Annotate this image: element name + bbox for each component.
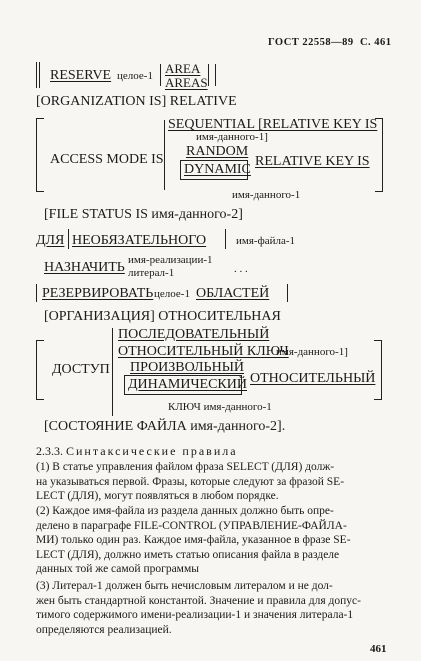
dynamic-option: DYNAMIC xyxy=(184,162,251,177)
text-line: LECT (ДЛЯ), должно иметь статью описания файла в разделе xyxy=(36,548,340,561)
text-line: (1) В статье управления файлом фраза SELECT (ДЛЯ) долж- xyxy=(36,461,335,473)
rule-paragraph-3 xyxy=(36,579,384,637)
text-line: жен быть стандартной константой. Значение и правила для допус- xyxy=(36,594,361,607)
access-ru-keyword: ДОСТУП xyxy=(52,362,110,377)
access-mode-keyword: ACCESS MODE IS xyxy=(50,152,164,167)
random-option: RANDOM xyxy=(186,144,249,159)
random-ru-option: ПРОИЗВОЛЬНЫЙ xyxy=(130,360,245,375)
key-ru-clause: КЛЮЧ имя-данного-1 xyxy=(168,401,272,413)
file-status-clause: [FILE STATUS IS имя-данного-2] xyxy=(44,207,243,222)
data-name-1: имя-данного-1] xyxy=(196,131,268,143)
reserve-integer-ru: целое-1 xyxy=(154,288,190,300)
sequential-option: SEQUENTIAL [RELATIVE KEY IS xyxy=(168,117,378,132)
page-number: 461 xyxy=(370,643,387,655)
areas-keyword: AREAS xyxy=(165,75,208,90)
relative-ru-keyword: ОТНОСИТЕЛЬНЫЙ xyxy=(250,371,376,386)
bracket-right xyxy=(208,64,216,86)
optional-brackets xyxy=(68,229,226,249)
data-name-1-ru: имя-данного-1] xyxy=(276,346,348,358)
text-line: LECT (ДЛЯ), могут появляться в любом порядке. xyxy=(36,490,279,502)
access-bracket-right xyxy=(375,118,383,192)
text-line: (2) Каждое имя-файла из раздела данных должно быть опре- xyxy=(36,505,334,517)
reserve-keyword: RESERVE xyxy=(50,68,112,83)
dlya-keyword: ДЛЯ xyxy=(36,233,65,248)
relative-key-is: RELATIVE KEY IS xyxy=(255,154,370,169)
bracket-left xyxy=(36,62,40,88)
text-line: определяются реализацией. xyxy=(36,623,172,636)
section-title: Синтаксические правила xyxy=(66,444,238,458)
section-heading xyxy=(36,445,238,457)
header-page-label: С. 461 xyxy=(359,37,392,48)
rule-paragraph-1 xyxy=(36,460,384,504)
data-name-1: имя-данного-1 xyxy=(232,189,301,201)
sequential-ru-option: ПОСЛЕДОВАТЕЛЬНЫЙ xyxy=(118,327,270,342)
access-ru-bracket-right xyxy=(374,340,382,400)
text-line: (3) Литерал-1 должен быть нечисловым литералом и не дол- xyxy=(36,580,333,592)
section-number: 2.3.3. xyxy=(36,444,63,458)
optional-keyword: НЕОБЯЗАТЕЛЬНОГО xyxy=(72,233,207,248)
text-line: тимого содержимого имени-реализации-1 и значения литерала-1 xyxy=(36,609,354,621)
standard-number: ГОСТ 22558—89 xyxy=(268,37,354,48)
brace-line xyxy=(112,328,114,416)
literal-1: литерал-1 xyxy=(128,267,175,279)
organization-ru: [ОРГАНИЗАЦИЯ] ОТНОСИТЕЛЬНАЯ xyxy=(44,309,281,324)
brace-line xyxy=(164,120,166,190)
brace-line xyxy=(160,64,162,86)
text-line: МИ) только один раз. Каждое имя-файла, указанное в фразе SE- xyxy=(36,534,351,546)
text-line: на указываться первой. Фразы, которые следуют за фразой SE- xyxy=(36,475,345,488)
area-keyword: AREA xyxy=(165,61,201,76)
text-line: делено в параграфе FILE-CONTROL (УПРАВЛЕНИЕ-ФАЙЛА- xyxy=(36,519,347,532)
implementation-name: имя-реализации-1 xyxy=(128,254,213,266)
reserve-ru-keyword: РЕЗЕРВИРОВАТЬ xyxy=(42,286,154,301)
running-header xyxy=(268,38,392,49)
ellipsis: . . . xyxy=(234,263,248,275)
relative-key-ru: ОТНОСИТЕЛЬНЫЙ КЛЮЧ xyxy=(118,344,289,359)
text-line: данных той же самой программы xyxy=(36,563,199,575)
areas-ru-keyword: ОБЛАСТЕЙ xyxy=(196,286,270,301)
dynamic-ru-option: ДИНАМИЧЕСКИЙ xyxy=(128,377,247,392)
rule-paragraph-2 xyxy=(36,504,384,577)
reserve-integer: целое-1 xyxy=(117,70,153,82)
file-status-ru: [СОСТОЯНИЕ ФАЙЛА имя-данного-2]. xyxy=(44,419,286,434)
naznachit-keyword: НАЗНАЧИТЬ xyxy=(44,260,125,275)
file-name-1: имя-файла-1 xyxy=(236,235,296,247)
access-bracket-left xyxy=(36,118,44,192)
organization-clause: [ORGANIZATION IS] RELATIVE xyxy=(36,94,237,109)
access-ru-bracket-left xyxy=(36,340,44,400)
